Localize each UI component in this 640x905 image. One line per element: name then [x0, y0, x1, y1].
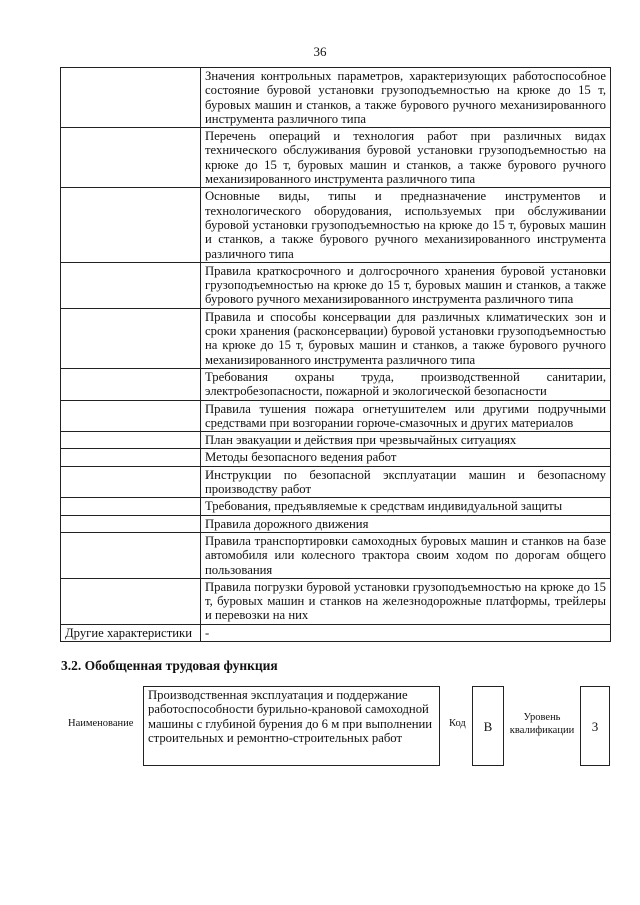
- table-row: [61, 188, 611, 262]
- requirement-cell: Правила погрузки буровой установки грузоподъемностью на крюке до 15 т, буровых машин и станков на железнодорожные платформы, трейлеры и перевозки на них: [201, 578, 611, 624]
- row-label-cell: [61, 68, 201, 128]
- row-label-cell: [61, 368, 201, 400]
- qualification-level-label: Уровень квалификации: [509, 712, 575, 736]
- table-row: [61, 624, 611, 641]
- requirements-table-body: [61, 68, 611, 642]
- page-number: 36: [313, 44, 327, 59]
- code-value-box: B: [472, 686, 504, 766]
- table-row: [61, 308, 611, 368]
- requirement-cell: Правила и способы консервации для различных климатических зон и сроки хранения (расконсервации) буровой установки грузоподъемностью на крюке до 15 т, буровых машин и станков, а также бурового ручного механизированного инструмента различного типа: [201, 308, 611, 368]
- row-label-cell: [61, 498, 201, 515]
- function-name-box: Производственная эксплуатация и поддержание работоспособности бурильно-крановой самоходной машины с глубиной бурения до 6 м при выполнении строительных и ремонтно-строительных работ: [143, 686, 440, 766]
- row-label-cell: Другие характеристики: [61, 624, 201, 641]
- requirement-cell: Значения контрольных параметров, характеризующих работоспособное состояние буровой установки грузоподъемностью на крюке до 15 т, буровых машин и станков, а также бурового ручного механизированного инструмента различного типа: [201, 68, 611, 128]
- table-row: [61, 449, 611, 466]
- requirement-cell: Основные виды, типы и предназначение инструментов и технологического оборудования, используемых при обслуживании буровой установки грузоподъемностью на крюке до 15 т, буровых машин и станков, а также бурового ручного механизированного инструмента различного типа: [201, 188, 611, 262]
- row-label-cell: [61, 449, 201, 466]
- table-row: [61, 262, 611, 308]
- name-label: Наименование: [68, 718, 134, 729]
- table-row: [61, 466, 611, 498]
- requirement-cell: Требования, предъявляемые к средствам индивидуальной защиты: [201, 498, 611, 515]
- requirement-cell: Методы безопасного ведения работ: [201, 449, 611, 466]
- table-row: [61, 498, 611, 515]
- requirement-cell: План эвакуации и действия при чрезвычайных ситуациях: [201, 432, 611, 449]
- row-label-cell: [61, 432, 201, 449]
- row-label-cell: [61, 128, 201, 188]
- table-row: [61, 128, 611, 188]
- requirement-cell: Правила транспортировки самоходных буровых машин и станков на базе автомобиля или колесного трактора своим ходом по дорогам общего пользования: [201, 532, 611, 578]
- row-label-cell: [61, 532, 201, 578]
- requirement-cell: Правила краткосрочного и долгосрочного хранения буровой установки грузоподъемностью на крюке до 15 т, буровых машин и станков, а также бурового ручного механизированного инструмента различного типа: [201, 262, 611, 308]
- table-row: [61, 532, 611, 578]
- requirement-cell: Правила тушения пожара огнетушителем или другими подручными средствами при возгорании горюче-смазочных и других материалов: [201, 400, 611, 432]
- table-row: [61, 68, 611, 128]
- table-row: [61, 432, 611, 449]
- row-label-cell: [61, 578, 201, 624]
- requirement-cell: -: [201, 624, 611, 641]
- row-label-cell: [61, 188, 201, 262]
- requirements-table: [60, 67, 611, 642]
- requirement-cell: Перечень операций и технология работ при различных видах технического обслуживания буровой установки грузоподъемностью на крюке до 15 т, буровых машин и станков, а также бурового ручного механизированного инструмента различного типа: [201, 128, 611, 188]
- row-label-cell: [61, 515, 201, 532]
- requirement-cell: Инструкции по безопасной эксплуатации машин и безопасному производству работ: [201, 466, 611, 498]
- row-label-cell: [61, 308, 201, 368]
- requirement-cell: Правила дорожного движения: [201, 515, 611, 532]
- table-row: [61, 578, 611, 624]
- table-row: [61, 515, 611, 532]
- requirement-cell: Требования охраны труда, производственной санитарии, электробезопасности, пожарной и экологической безопасности: [201, 368, 611, 400]
- table-row: [61, 368, 611, 400]
- row-label-cell: [61, 400, 201, 432]
- row-label-cell: [61, 466, 201, 498]
- code-label: Код: [449, 718, 466, 729]
- row-label-cell: [61, 262, 201, 308]
- table-row: [61, 400, 611, 432]
- qualification-level-box: 3: [580, 686, 610, 766]
- section-heading: 3.2. Обобщенная трудовая функция: [61, 658, 278, 673]
